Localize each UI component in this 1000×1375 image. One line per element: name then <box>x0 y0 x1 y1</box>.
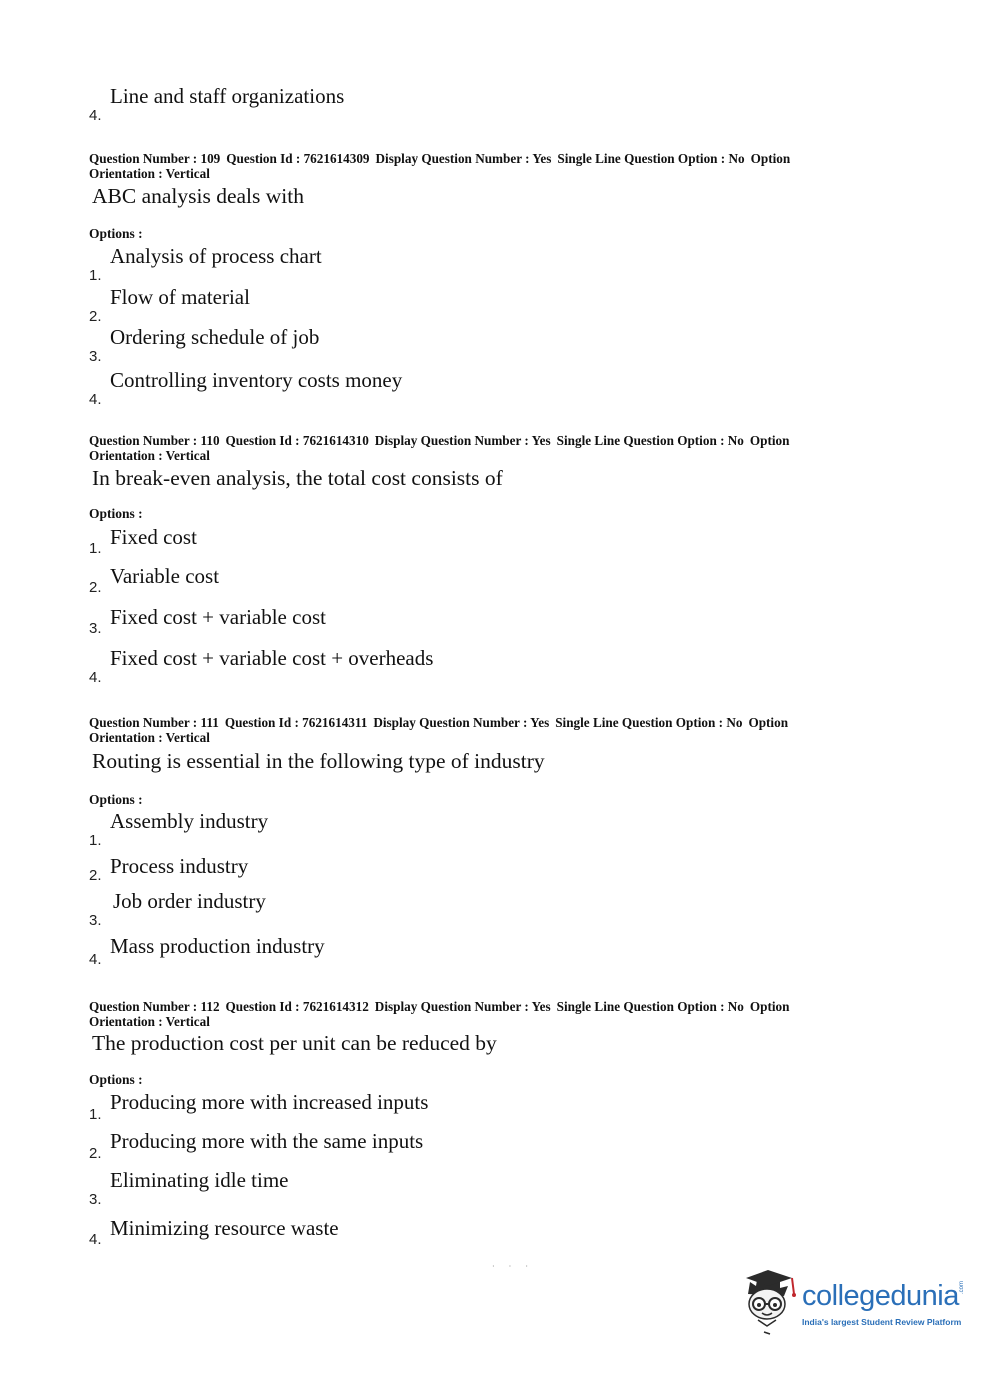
option-row <box>89 597 889 637</box>
option-row <box>89 928 889 968</box>
option-number: 4. <box>89 107 102 124</box>
option-text: Fixed cost + variable cost <box>110 605 326 629</box>
orientation: Orientation : Vertical <box>89 730 210 745</box>
option-text: Producing more with the same inputs <box>110 1129 424 1153</box>
question-stem: ABC analysis deals with <box>92 184 304 208</box>
question-id: Question Id : 7621614310 <box>225 433 369 448</box>
question-meta <box>89 151 879 181</box>
option-text: Variable cost <box>110 564 220 588</box>
option-row <box>89 368 889 408</box>
option-row <box>89 285 889 325</box>
option-number: 1. <box>89 1106 102 1123</box>
option-number: 4. <box>89 1231 102 1248</box>
option-row <box>89 84 889 124</box>
option-row <box>89 1122 889 1162</box>
option-row <box>89 556 889 596</box>
option-number: 4. <box>89 391 102 408</box>
option-word: Option <box>749 433 790 448</box>
option-number: 1. <box>89 832 102 849</box>
question-number: Question Number : 109 <box>89 151 221 166</box>
option-row <box>89 809 889 849</box>
option-row <box>89 1083 889 1123</box>
option-text: Assembly industry <box>110 809 269 833</box>
option-text: Job order industry <box>113 889 266 913</box>
option-number: 1. <box>89 267 102 284</box>
option-number: 2. <box>89 1145 102 1162</box>
option-number: 2. <box>89 579 102 596</box>
option-text: Producing more with increased inputs <box>110 1090 429 1114</box>
option-row <box>89 889 889 929</box>
mascot-icon <box>740 1268 800 1338</box>
option-row <box>89 244 889 284</box>
option-text: Process industry <box>110 854 249 878</box>
question-stem: In break-even analysis, the total cost consists of <box>92 466 503 490</box>
option-text: Minimizing resource waste <box>110 1216 339 1240</box>
collegedunia-logo[interactable] <box>740 1268 970 1338</box>
question-id: Question Id : 7621614309 <box>226 151 370 166</box>
orientation: Orientation : Vertical <box>89 1014 210 1029</box>
option-number: 4. <box>89 669 102 686</box>
option-number: 2. <box>89 308 102 325</box>
option-number: 3. <box>89 912 102 929</box>
single-line-flag: Single Line Question Option : No <box>556 999 744 1014</box>
question-meta <box>89 715 879 745</box>
question-id: Question Id : 7621614312 <box>225 999 369 1014</box>
option-text: Controlling inventory costs money <box>110 368 403 392</box>
question-number: Question Number : 111 <box>89 715 219 730</box>
scan-dots: ··· <box>492 1262 542 1271</box>
question-stem: Routing is essential in the following type of industry <box>92 749 545 773</box>
option-row <box>89 1208 889 1248</box>
option-text: Mass production industry <box>110 934 325 958</box>
option-text: Fixed cost <box>110 525 197 549</box>
display-flag: Display Question Number : Yes <box>374 433 551 448</box>
option-number: 3. <box>89 348 102 365</box>
option-text: Ordering schedule of job <box>110 325 320 349</box>
option-row <box>89 646 889 686</box>
question-id: Question Id : 7621614311 <box>224 715 368 730</box>
options-label: Options : <box>89 506 143 521</box>
orientation: Orientation : Vertical <box>89 448 210 463</box>
display-flag: Display Question Number : Yes <box>375 151 552 166</box>
option-text: Eliminating idle time <box>110 1168 289 1192</box>
option-number: 4. <box>89 951 102 968</box>
display-flag: Display Question Number : Yes <box>373 715 550 730</box>
display-flag: Display Question Number : Yes <box>374 999 551 1014</box>
question-meta <box>89 433 879 463</box>
single-line-flag: Single Line Question Option : No <box>557 151 745 166</box>
single-line-flag: Single Line Question Option : No <box>555 715 743 730</box>
question-number: Question Number : 112 <box>89 999 220 1014</box>
logo-suffix: .com <box>959 1280 965 1294</box>
option-row <box>89 1168 889 1208</box>
option-number: 1. <box>89 540 102 557</box>
single-line-flag: Single Line Question Option : No <box>556 433 744 448</box>
option-row <box>89 325 889 365</box>
option-number: 2. <box>89 867 102 884</box>
options-label: Options : <box>89 226 143 241</box>
option-row <box>89 517 889 557</box>
option-word: Option <box>748 715 789 730</box>
option-text: Line and staff organizations <box>110 84 345 108</box>
question-number: Question Number : 110 <box>89 433 220 448</box>
option-number: 3. <box>89 1191 102 1208</box>
option-text: Analysis of process chart <box>110 244 322 268</box>
option-text: Flow of material <box>110 285 250 309</box>
options-label: Options : <box>89 1072 143 1087</box>
orientation: Orientation : Vertical <box>89 166 210 181</box>
option-text: Fixed cost + variable cost + overheads <box>110 646 434 670</box>
option-word: Option <box>750 151 791 166</box>
logo-tagline: India's largest Student Review Platform <box>802 1317 962 1327</box>
question-stem: The production cost per unit can be reduced by <box>92 1031 497 1055</box>
option-number: 3. <box>89 620 102 637</box>
options-label: Options : <box>89 792 143 807</box>
option-row <box>89 844 889 884</box>
option-word: Option <box>749 999 790 1014</box>
logo-brand-text: collegedunia <box>802 1280 959 1312</box>
question-meta <box>89 999 879 1029</box>
